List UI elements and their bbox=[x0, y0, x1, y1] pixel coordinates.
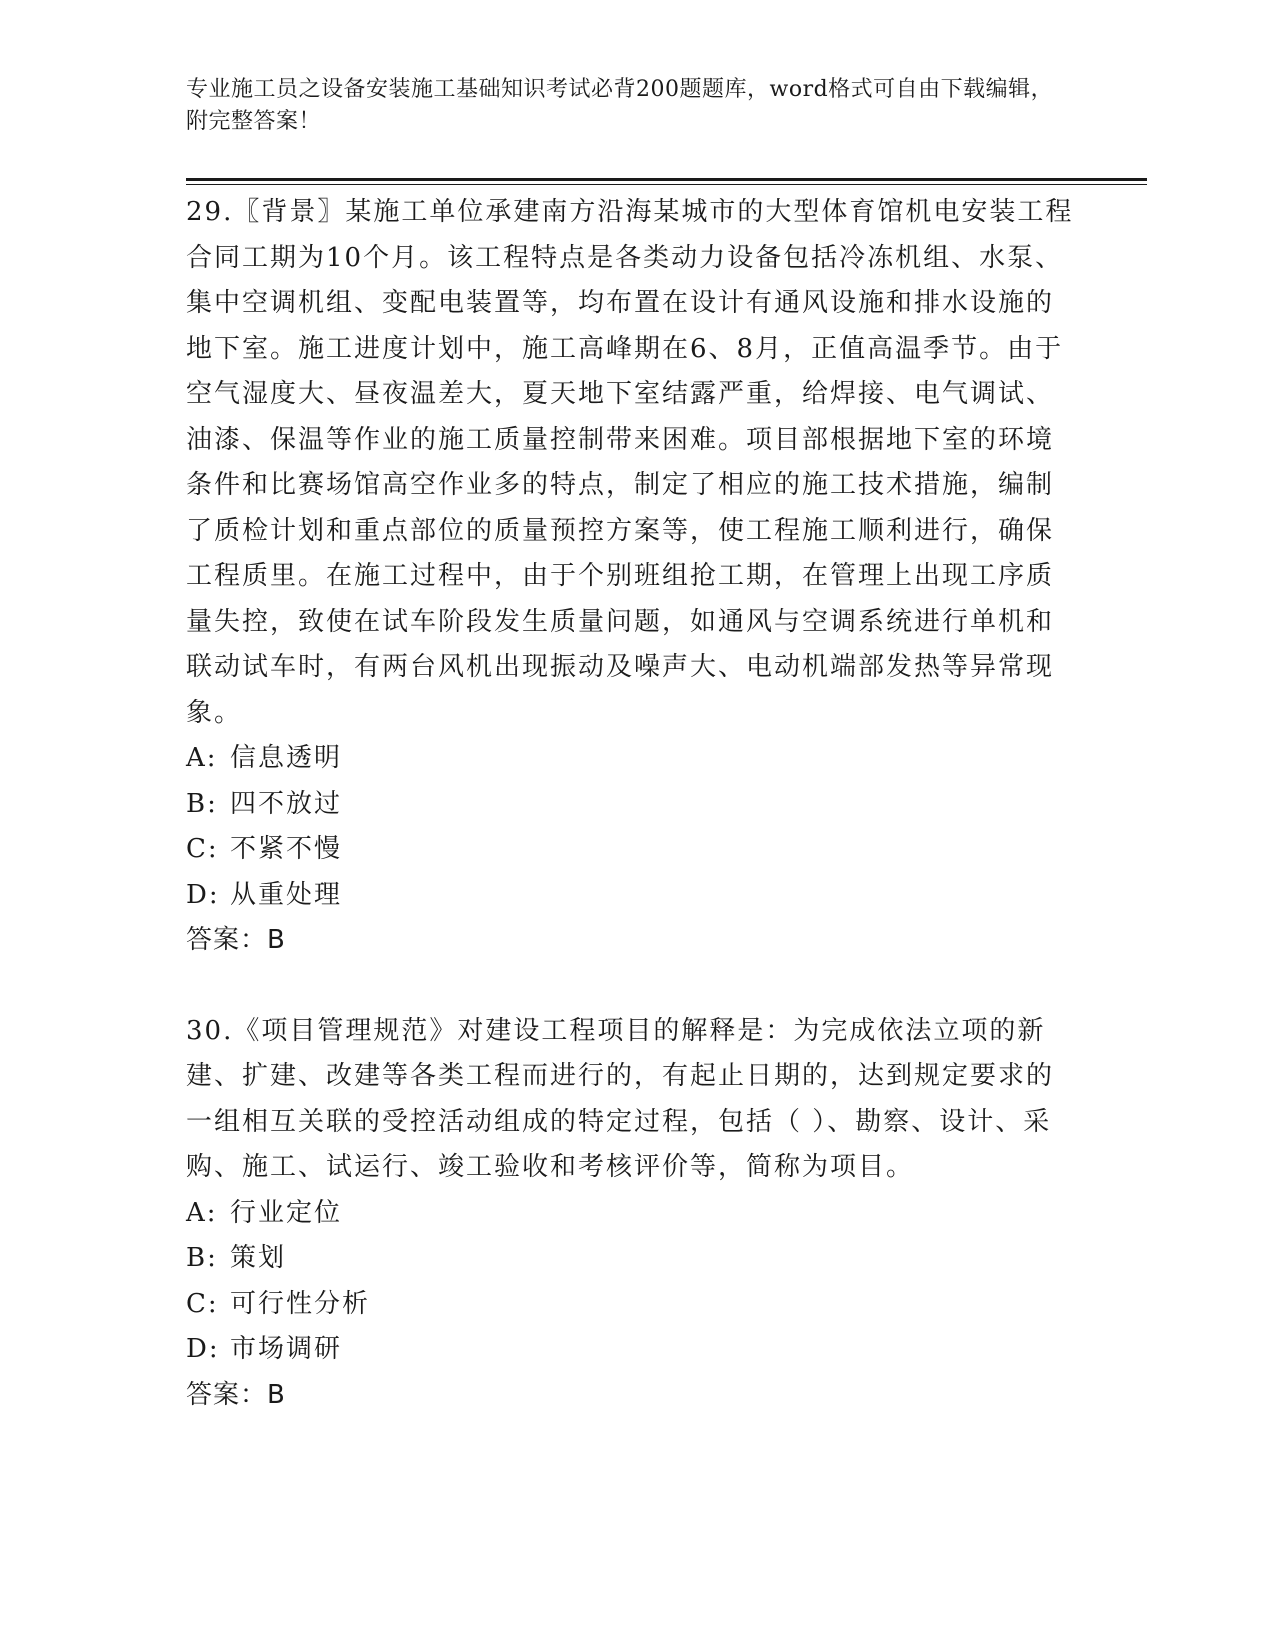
option-list bbox=[186, 736, 1076, 918]
header-divider-thin bbox=[186, 184, 1147, 185]
option-c bbox=[186, 827, 1076, 873]
option-text: 从重处理 bbox=[230, 879, 343, 910]
option-key: D: bbox=[186, 1334, 220, 1364]
option-a bbox=[186, 736, 1076, 782]
option-text: 可行性分析 bbox=[230, 1288, 371, 1319]
question-list bbox=[186, 190, 1076, 1418]
option-key: B: bbox=[186, 1243, 218, 1273]
option-b bbox=[186, 782, 1076, 828]
option-key: B: bbox=[186, 788, 218, 819]
option-key: A: bbox=[186, 743, 218, 773]
document-header bbox=[186, 74, 1066, 138]
option-text: 信息透明 bbox=[230, 743, 343, 773]
answer-line: 答案：B bbox=[186, 925, 286, 955]
header-title: 专业施工员之设备安装施工基础知识考试必背200题题库，word格式可自由下载编辑，附完整答案！ bbox=[186, 77, 1054, 134]
option-b bbox=[186, 1236, 1076, 1282]
answer-line: 答案：B bbox=[186, 1379, 286, 1410]
option-key: C: bbox=[186, 834, 219, 864]
option-d bbox=[186, 873, 1076, 919]
option-key: C: bbox=[186, 1288, 219, 1319]
question-30 bbox=[186, 1009, 1076, 1419]
option-a bbox=[186, 1191, 1076, 1237]
option-key: A: bbox=[186, 1197, 218, 1228]
option-c bbox=[186, 1282, 1076, 1328]
option-list bbox=[186, 1191, 1076, 1373]
option-text: 策划 bbox=[230, 1243, 287, 1273]
question-spacer bbox=[186, 964, 1076, 1009]
question-stem: 30.《项目管理规范》对建设工程项目的解释是：为完成依法立项的新建、扩建、改建等各类工程而进行的，有起止日期的，达到规定要求的一组相互关联的受控活动组成的特定过程，包括（ ）、勘察、设计、采购、施工、试运行、竣工验收和考核评价等，简称为项目。 bbox=[186, 1015, 1055, 1182]
option-text: 不紧不慢 bbox=[230, 834, 343, 864]
option-text: 市场调研 bbox=[230, 1334, 343, 1364]
option-text: 四不放过 bbox=[230, 788, 343, 819]
header-divider-thick bbox=[186, 178, 1147, 181]
question-29 bbox=[186, 190, 1076, 964]
option-key: D: bbox=[186, 879, 220, 910]
question-stem: 29.〖背景〗某施工单位承建南方沿海某城市的大型体育馆机电安装工程合同工期为10个月。该工程特点是各类动力设备包括冷冻机组、水泵、集中空调机组、变配电装置等，均布置在设计有通风设施和排水设施的地下室。施工进度计划中，施工高峰期在6、8月，正值高温季节。由于空气湿度大、昼夜温差大，夏天地下室结露严重，给焊接、电气调试、油漆、保温等作业的施工质量控制带来困难。项目部根据地下室的环境条件和比赛场馆高空作业多的特点，制定了相应的施工技术措施，编制了质检计划和重点部位的质量预控方案等，使工程施工顺利进行，确保工程质里。在施工过程中，由于个别班组抢工期，在管理上出现工序质量失控，致使在试车阶段发生质量问题，如通风与空调系统进行单机和联动试车时，有两台风机出现振动及噪声大、电动机端部发热等异常现象。 bbox=[186, 197, 1074, 728]
option-text: 行业定位 bbox=[230, 1197, 343, 1228]
option-d bbox=[186, 1327, 1076, 1373]
